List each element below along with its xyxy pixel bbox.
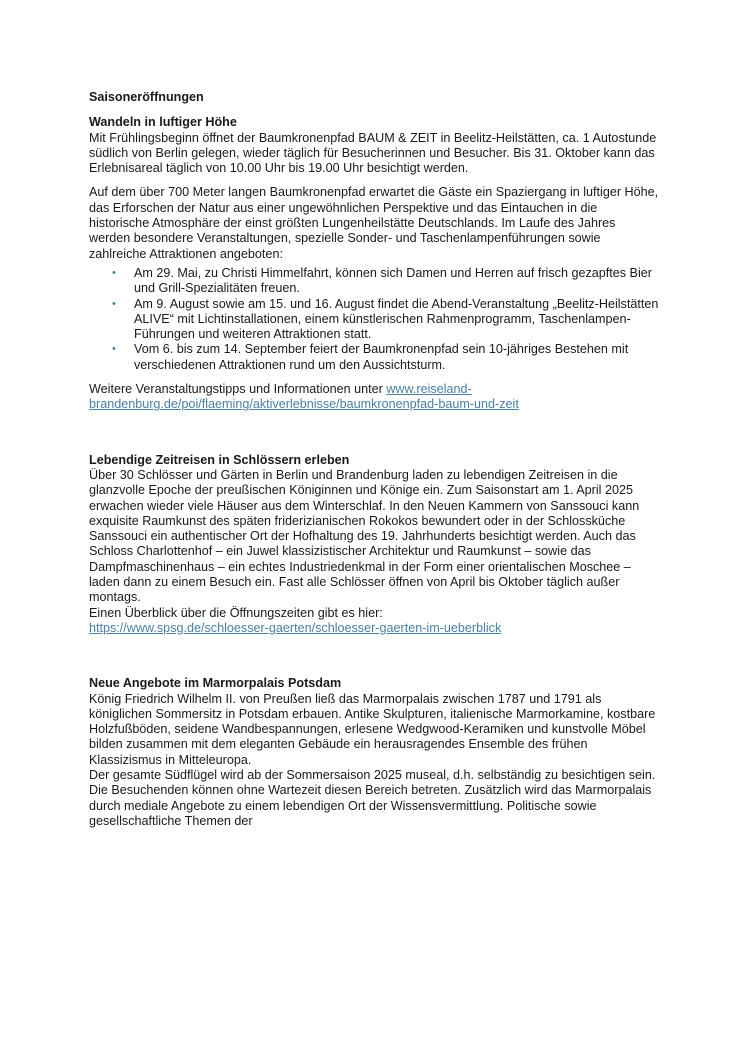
- treetop-intro: Mit Frühlingsbeginn öffnet der Baumkronenpfad BAUM & ZEIT in Beelitz-Heilstätten, ca. 1 Autostunde südlich von Berlin gelegen, wieder täglich für Besucherinnen und Besucher. Bis 31. Oktober kann das Erlebnisareal täglich von 10.00 Uhr bis 19.00 Uhr besichtigt werden.: [89, 130, 657, 176]
- bullet-icon: •: [112, 266, 116, 279]
- list-item-text: Am 9. August sowie am 15. und 16. August findet die Abend-Veranstaltung „Beelitz-Heilstätten ALIVE“ mit Lichtinstallationen, einem künstlerischen Rahmenprogramm, Taschenlampen-Führungen und weiteren Attraktionen statt.: [134, 296, 659, 342]
- marble-heading: Neue Angebote im Marmorpalais Potsdam: [89, 676, 342, 691]
- list-item: [112, 342, 659, 373]
- list-item: [112, 296, 659, 343]
- bullet-icon: •: [112, 343, 116, 356]
- section-title: Saisoneröffnungen: [89, 90, 204, 104]
- treetop-more-info: [89, 382, 659, 413]
- treetop-heading: Wandeln in luftiger Höhe: [89, 115, 237, 130]
- marble-new-offers: Der gesamte Südflügel wird ab der Sommersaison 2025 museal, d.h. selbständig zu besichtigen sein. Die Besuchenden können ohne Wartezeit diesen Bereich betreten. Zusätzlich wird das Marmorpalais durch mediale Angebote zu einem lebendigen Ort der Wissensvermittlung. Politische sowie gesellschaftliche Themen der: [89, 767, 656, 828]
- castles-link[interactable]: https://www.spsg.de/schloesser-gaerten/schloesser-gaerten-im-ueberblick: [89, 620, 502, 635]
- document-page: [89, 90, 659, 829]
- castles-description: Über 30 Schlösser und Gärten in Berlin und Brandenburg laden zu lebendigen Zeitreisen in die glanzvolle Epoche der preußischen Königinnen und Könige ein. Zum Saisonstart am 1. April 2025 erwachen wieder viele Häuser aus dem Winterschlaf. In den Neuen Kammern von Sanssouci kann exquisite Raumkunst des späten friderizianischen Rokokos bewundert oder in der Schlossküche Sanssouci ein authentischer Ort der Hofhaltung des 19. Jahrhunderts besichtigt werden. Auch das Schloss Charlottenhof – ein Juwel klassizistischer Architektur und Raumkunst – sowie das Dampfmaschinenhaus – ein echtes Industriedenkmal in der Form einer orientalischen Moschee – laden dann zu einem Besuch ein. Fast alle Schlösser öffnen von April bis Oktober täglich außer montags.: [89, 467, 640, 605]
- list-item-text: Vom 6. bis zum 14. September feiert der Baumkronenpfad sein 10-jähriges Bestehen mit verschiedenen Attraktionen rund um den Aussichtsturm.: [134, 342, 629, 372]
- castles-heading: Lebendige Zeitreisen in Schlössern erleben: [89, 452, 350, 467]
- castles-overview-text: Einen Überblick über die Öffnungszeiten gibt es hier:: [89, 605, 383, 620]
- marble-history: König Friedrich Wilhelm II. von Preußen ließ das Marmorpalais zwischen 1787 und 1791 als königlichen Sommersitz in Potsdam erbauen. Antike Skulpturen, italienische Marmorkamine, kostbare Holzfußböden, seidene Wandbespannungen, erlesene Wedgwood-Keramiken und kunstvolle Möbel bilden zusammen mit dem eleganten Gebäude ein herausragendes Ensemble des frühen Klassizismus in Mitteleuropa.: [89, 691, 656, 767]
- treetop-link[interactable]: www.reiseland-brandenburg.de/poi/flaeming/aktiverlebnisse/baumkronenpfad-baum-und-zeit: [89, 382, 519, 412]
- treetop-description: Auf dem über 700 Meter langen Baumkronenpfad erwartet die Gäste ein Spaziergang in luftiger Höhe, das Erforschen der Natur aus einer ungewöhnlichen Perspektive und das Eintauchen in die historische Atmosphäre der einst größten Lungenheilstätte Deutschlands. Im Laufe des Jahres werden besondere Veranstaltungen, spezielle Sonder- und Taschenlampenführungen sowie zahlreiche Attraktionen angeboten:: [89, 185, 659, 261]
- bullet-icon: •: [112, 297, 116, 310]
- event-list: [89, 266, 659, 373]
- castles-overview-line: [89, 621, 659, 636]
- list-item: [112, 265, 659, 297]
- more-info-text: Weitere Veranstaltungstipps und Informationen unter: [89, 382, 387, 397]
- list-item-text: Am 29. Mai, zu Christi Himmelfahrt, können sich Damen und Herren auf frisch gezapftes Bier und Grill-Spezialitäten freuen.: [134, 265, 652, 296]
